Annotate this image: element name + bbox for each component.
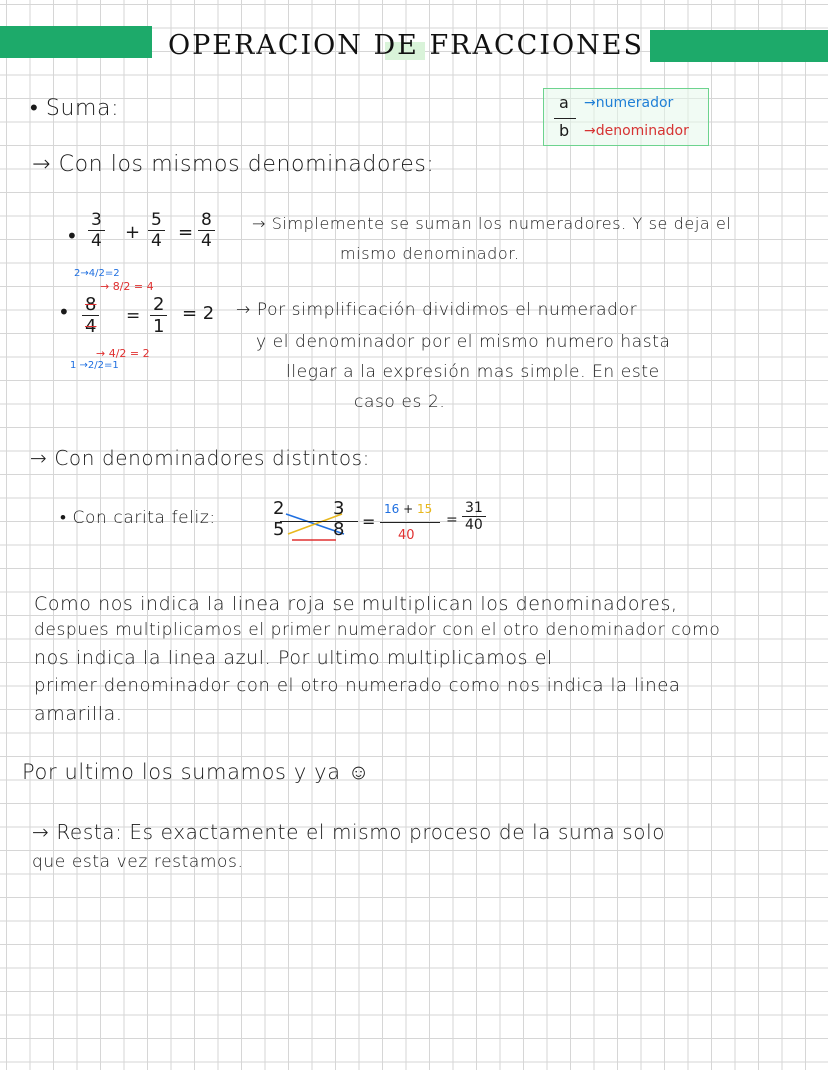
example1-note-line1: → Simplemente se suman los numeradores. Y se deja el [252,214,732,233]
equals-sign: = [362,512,376,531]
carita-fraction-line [280,521,358,522]
fraction-denominator: 4 [198,230,215,251]
explanation-line-2: despues multiplicamos el primer numerador con el otro denominador como [34,620,721,640]
page-title: OPERACION DE FRACCIONES [168,30,644,61]
example1-fraction-a [88,210,105,251]
example1-note-line2: mismo denominador. [340,244,520,263]
plus-sign: + [125,222,141,243]
explanation-line-1: Como nos indica la linea roja se multiplican los denominadores, [34,593,678,615]
fraction-numerator: 3 [333,498,345,519]
fraction-denominator: 4 [82,315,99,337]
example2-top-note1: 2→4/2=2 [74,268,120,279]
header-bar-left [0,26,152,58]
example1-fraction-b [148,210,165,251]
legend-fraction-line [554,118,576,119]
resta-line-1: → Resta: Es exactamente el mismo proceso de la suma solo [32,820,666,844]
carita-fraction-a [270,498,287,540]
resta-line-2: que esta vez restamos. [32,852,244,872]
example2-bullet: • [58,300,70,324]
different-denominators-heading: → Con denominadores distintos: [30,446,371,470]
carita-label: • Con carita feliz: [60,508,216,528]
legend-denominator-letter: b [559,121,570,140]
example2-fraction [82,294,99,337]
legend-numerator-label: →numerador [584,95,674,111]
carita-sum-denominator: 40 [398,528,415,543]
carita-fraction-b [330,498,347,540]
explanation-line-3: nos indica la linea azul. Por ultimo multiplicamos el [34,647,553,669]
equals-sign: = [126,306,141,326]
header-bar-right [650,30,828,62]
carita-result [462,500,486,533]
equals-sign: = [178,222,194,243]
fraction-denominator: 5 [273,519,285,540]
legend-denominator-label: →denominador [584,123,689,139]
fraction-denominator: 40 [462,516,486,533]
example2-note-line1: → Por simplificación dividimos el numerador [236,300,638,320]
example2-note-line3: llegar a la expresión mas simple. En este [286,362,660,382]
example1-bullet: • [66,224,78,248]
fraction-denominator: 1 [150,315,167,337]
suma-heading: • Suma: [30,96,120,121]
fraction-numerator: 2 [273,498,285,519]
fraction-denominator: 4 [148,230,165,251]
fraction-numerator: 8 [85,294,97,315]
fraction-denominator: 4 [88,230,105,251]
fraction-denominator: 8 [333,519,345,540]
example2-bottom-note2: 1 →2/2=1 [70,360,119,371]
carita-sum-numerator: 16 + 15 [384,502,433,516]
fraction-numerator: 5 [151,210,162,230]
example2-note-line4: caso es 2. [354,392,446,412]
fraction-numerator: 31 [465,500,483,516]
fraction-legend [543,88,709,146]
fraction-numerator: 3 [91,210,102,230]
fraction-numerator: 2 [153,294,165,315]
legend-numerator-letter: a [559,93,569,112]
fraction-numerator: 8 [201,210,212,230]
example2-bottom-note1: → 4/2 = 2 [96,347,150,360]
example2-simplified [150,294,167,337]
explanation-line-5: amarilla. [34,703,123,725]
same-denominators-heading: → Con los mismos denominadores: [32,152,435,177]
carita-sum-line [380,522,440,523]
example1-result [198,210,215,251]
explanation-line-4: primer denominador con el otro numerado como nos indica la linea [34,675,681,696]
example2-note-line2: y el denominador por el mismo numero hasta [256,332,671,352]
example2-top-note2: → 8/2 = 4 [100,280,154,293]
equals-sign: = [446,512,458,528]
example2-result: = 2 [182,303,215,324]
final-line: Por ultimo los sumamos y ya ☺ [22,760,370,784]
